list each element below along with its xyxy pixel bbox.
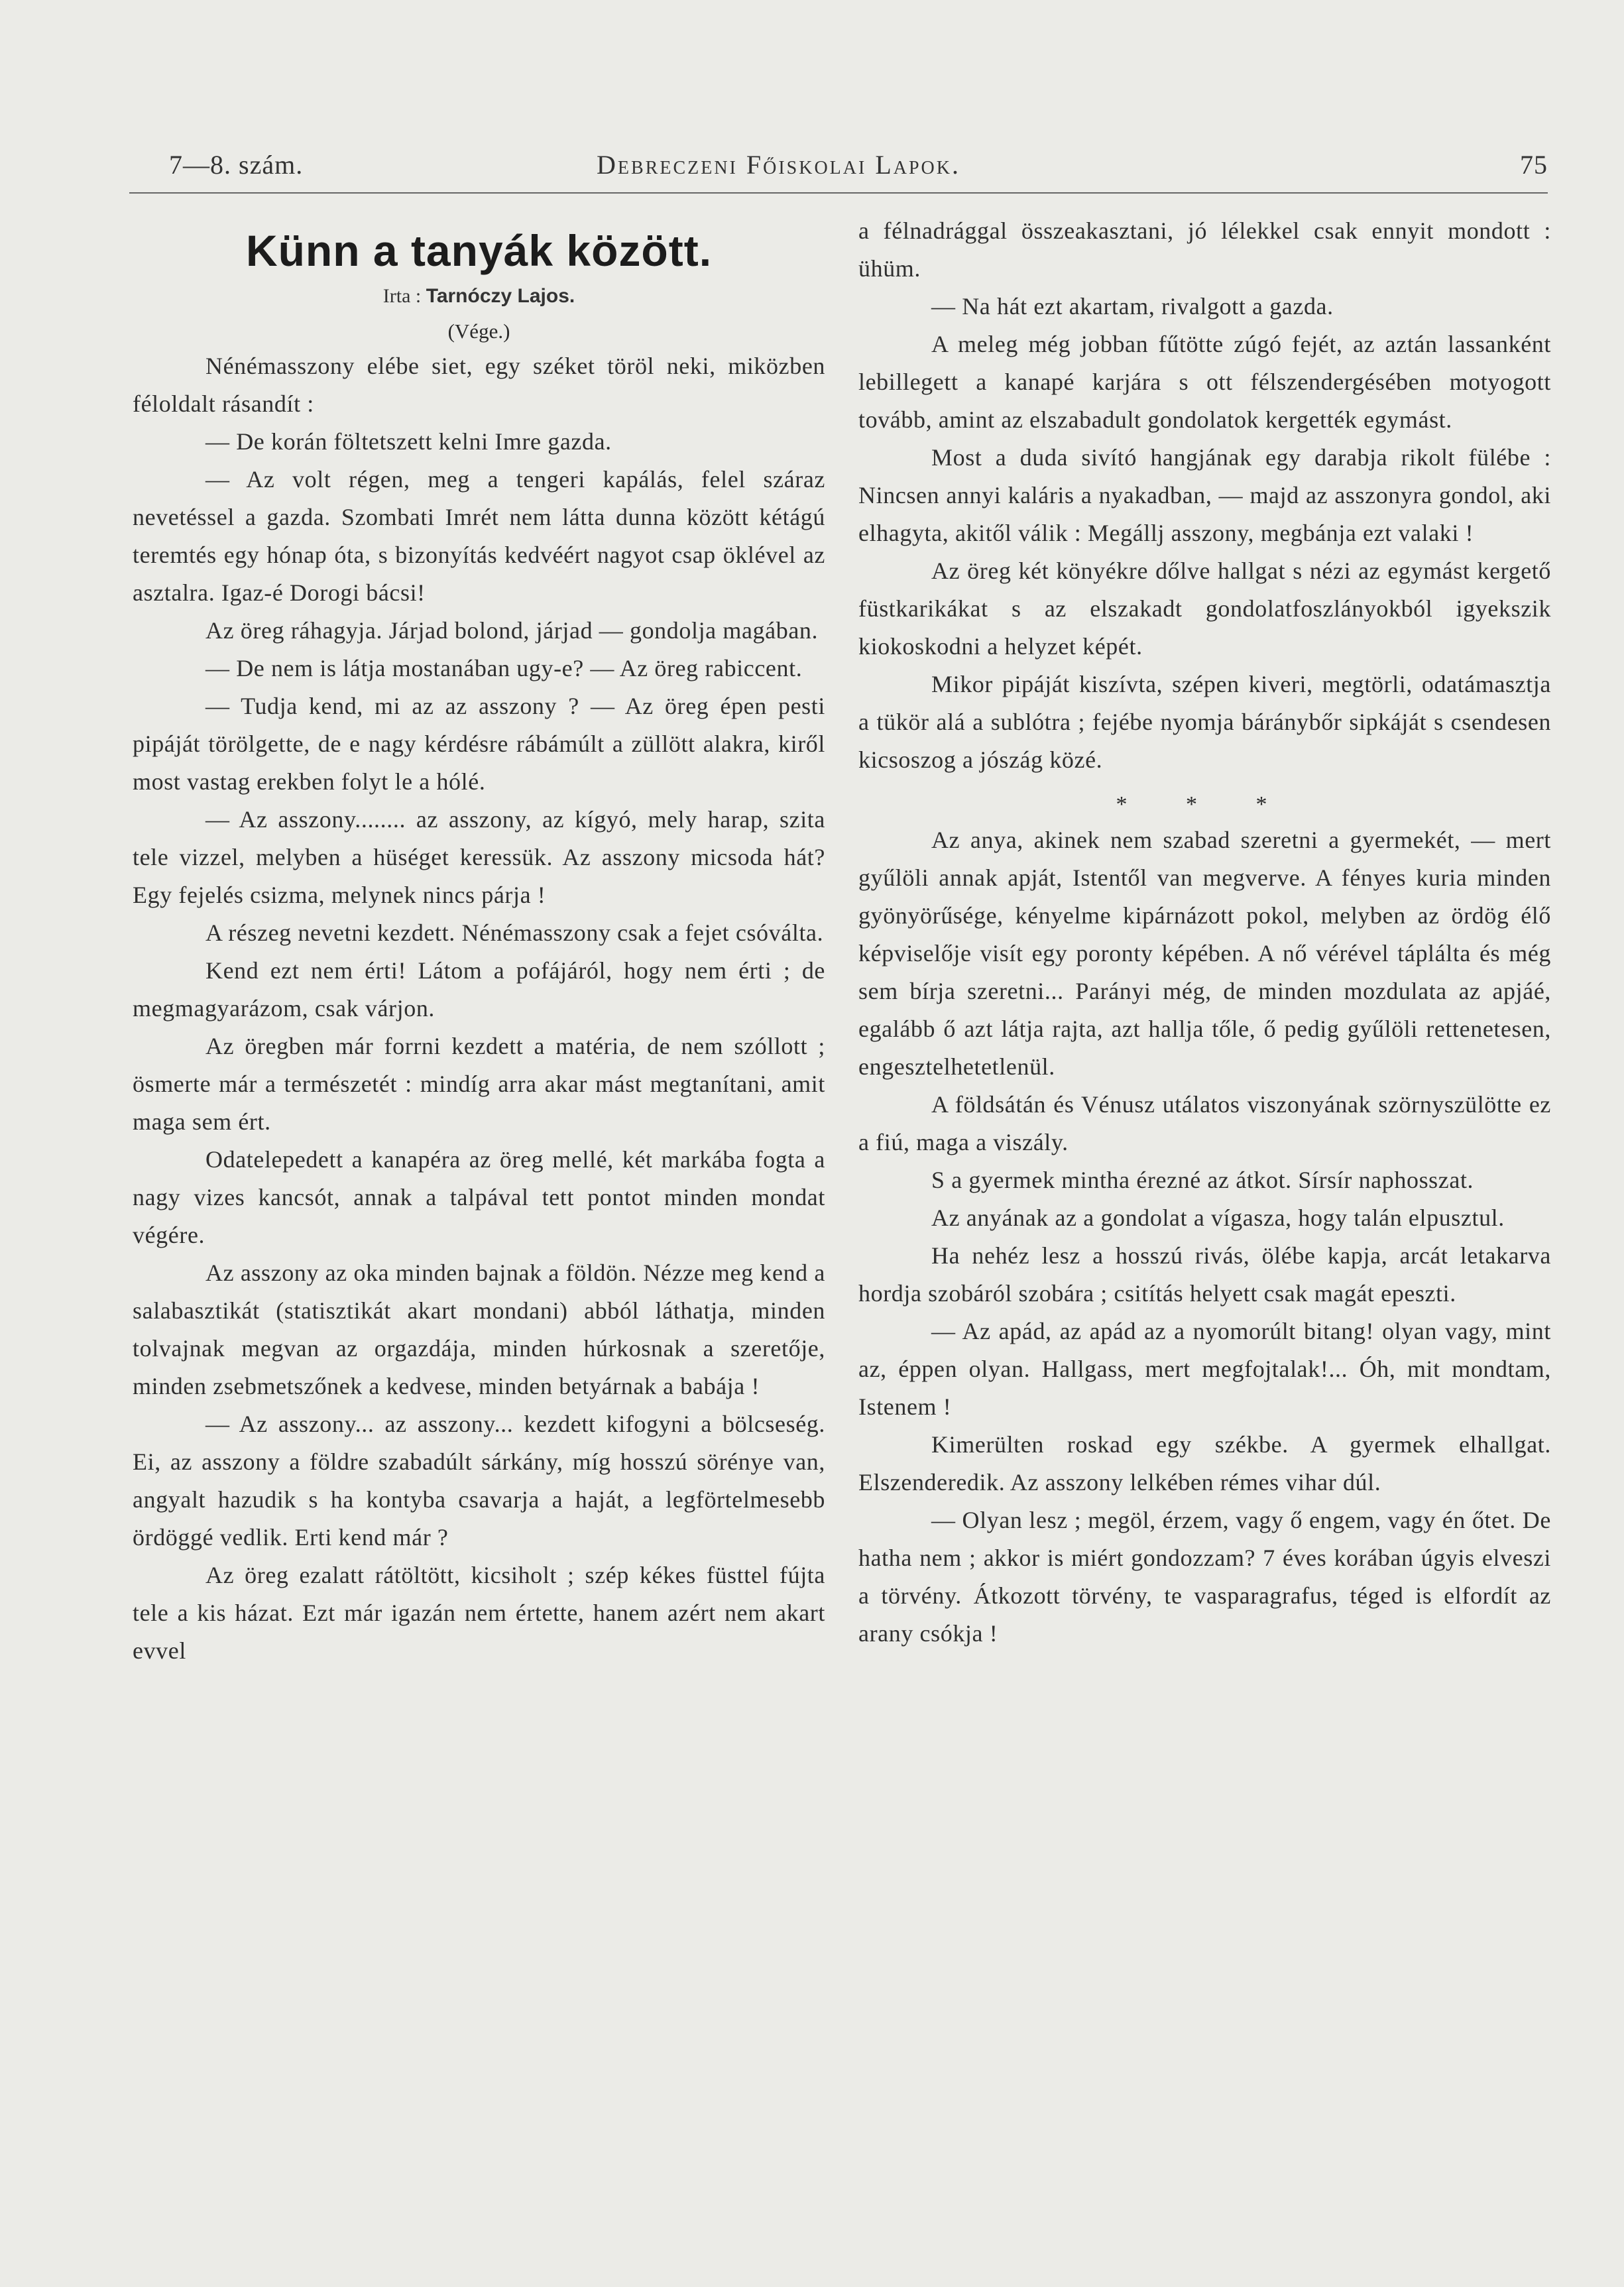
paragraph: A meleg még jobban fűtötte zúgó fejét, az aztán lassanként lebillegett a kanapé karjára s ott félszendergésében motyogott tovább, amint az elszabadult gondolatok kergették egymást. (858, 331, 1551, 433)
paragraph: — Az apád, az apád az a nyomorúlt bitang! olyan vagy, mint az, éppen olyan. Hallgass, mert megfojtalak!... Óh, mit mondtam, Istenem ! (858, 1318, 1551, 1420)
paragraph: A részeg nevetni kezdett. Nénémasszony csak a fejet csóválta. (205, 919, 824, 946)
journal-title: Debreczeni Főiskolai Lapok. (597, 150, 960, 180)
paragraph: S a gyermek mintha érezné az átkot. Sírsír naphosszat. (931, 1167, 1474, 1193)
right-paragraphs-part2 (858, 821, 1551, 1653)
paragraph: — Olyan lesz ; megöl, érzem, vagy ő engem, vagy én őtet. De hatha nem ; akkor is miért gondozzam? 7 éves korában úgyis elveszi a törvény. Átkozott törvény, te vasparagrafus, téged is elfordít az arany csókja ! (858, 1507, 1551, 1647)
paragraph: — Az volt régen, meg a tengeri kapálás, felel száraz nevetéssel a gazda. Szombati Imrét nem látta dunna között kétágú teremtés egy hónap óta, s bizonyítás kedvéért nagyot csap öklével az asztalra. Igaz-é Dorogi bácsi! (133, 466, 825, 606)
paragraph: — Az asszony........ az asszony, az kígyó, mely harap, szita tele vizzel, melyben a hüséget keressük. Az asszony micsoda hát? Egy fejelés csizma, melynek nincs párja ! (133, 806, 825, 908)
article-title: Künn a tanyák között. (245, 226, 713, 275)
paragraph: — Tudja kend, mi az az asszony ? — Az öreg épen pesti pipáját törölgette, de e nagy kérdésre rábámúlt a züllött alakra, kiről most vastag erekben folyt le a hólé. (133, 693, 825, 795)
paragraph: — Az asszony... az asszony... kezdett kifogyni a bölcseség. Ei, az asszony a földre szabadúlt sárkány, míg hosszú sörénye van, angyalt hazudik s ha kontyba csavarja a haját, a legförtelmesebb ördöggé vedlik. Erti kend már ? (133, 1411, 825, 1551)
running-header (129, 149, 1548, 189)
section-separator: * * * (1116, 792, 1294, 817)
paragraph: Az anyának az a gondolat a vígasza, hogy talán elpusztul. (931, 1204, 1505, 1231)
page-number: 75 (1520, 150, 1548, 180)
byline (133, 285, 825, 308)
paragraph: Kimerülten roskad egy székbe. A gyermek elhallgat. Elszenderedik. Az asszony lelkében rémes vihar dúl. (858, 1431, 1551, 1495)
byline-prefix: Irta : (382, 285, 422, 307)
paragraph: Az asszony az oka minden bajnak a földön. Nézze meg kend a salabasztikát (statisztikát akart mondani) abból láthatja, minden tolvajnak megvan az orgazdája, minden húrkosnak a szeretője, minden zsebmetszőnek a kedvese, minden betyárnak a babája ! (133, 1260, 825, 1399)
paragraph: A földsátán és Vénusz utálatos viszonyának szörnyszülötte ez a fiú, maga a viszály. (858, 1091, 1551, 1155)
paragraph: Az öregben már forrni kezdett a matéria, de nem szóllott ; ösmerte már a természetét : mindíg arra akar mást megtanítani, amit maga sem ért. (133, 1033, 825, 1135)
paragraph: Az anya, akinek nem szabad szeretni a gyermekét, — mert gyűlöli annak apját, Istentől van megverve. A fényes kuria minden gyönyörűsége, kényelme kipárnázott pokol, melyben az ördög élő képviselője visít egy poronty képében. A nő vérével táplálta és még sem bírja szeretni... Parányi még, de minden mozdulata az apjáé, egalább ő azt látja rajta, azt hallja tőle, ő pedig gyűlöli rettenetesen, engesztelhetetlenül. (858, 827, 1551, 1080)
continuation-note: (Vége.) (447, 320, 510, 343)
paragraph: Kend ezt nem érti! Látom a pofájáról, hogy nem érti ; de megmagyarázom, csak várjon. (133, 957, 825, 1022)
right-column (858, 212, 1551, 1653)
paragraph: — De korán föltetszett kelni Imre gazda. (205, 428, 612, 455)
paragraph: Mikor pipáját kiszívta, szépen kiveri, megtörli, odatámasztja a tükör alá a sublótra ; fejébe nyomja báránybőr sipkáját s csendesen kicsoszog a jószág közé. (858, 671, 1551, 773)
right-paragraphs-part1 (858, 212, 1551, 779)
paragraph: Odatelepedett a kanapéra az öreg mellé, két markába fogta a nagy vizes kancsót, annak a talpával tett pontot minden mondat végére. (133, 1146, 825, 1248)
paragraph: — De nem is látja mostanában ugy-e? — Az öreg rabiccent. (205, 655, 803, 681)
left-paragraphs (133, 347, 825, 1670)
paragraph: Ha nehéz lesz a hosszú rivás, ölébe kapja, arcát letakarva hordja szobáról szobára ; csitítás helyett csak magát epeszti. (858, 1242, 1551, 1307)
author-name: Tarnóczy Lajos. (426, 285, 575, 307)
paragraph: Most a duda sivító hangjának egy darabja rikolt fülébe : Nincsen annyi kaláris a nyakadban, — majd az asszonyra gondol, aki elhagyta, akitől válik : Megállj asszony, megbánja ezt valaki ! (858, 444, 1551, 546)
paragraph: Az öreg két könyékre dőlve hallgat s nézi az egymást kergető füstkarikákat s az elszakadt gondolatfoszlányokból igyekszik kiokoskodni a helyzet képét. (858, 557, 1551, 660)
left-column (133, 212, 825, 1670)
paragraph: — Na hát ezt akartam, rivalgott a gazda. (931, 293, 1334, 320)
paragraph: Az öreg ráhagyja. Járjad bolond, járjad — gondolja magában. (205, 617, 819, 644)
paragraph: a félnadrággal összeakasztani, jó lélekkel csak ennyit mondott : ühüm. (858, 217, 1551, 282)
issue-number: 7—8. szám. (169, 150, 304, 180)
paragraph: Az öreg ezalatt rátöltött, kicsiholt ; szép kékes füsttel fújta tele a kis házat. Ezt már igazán nem értette, hanem azért nem akart evvel (133, 1562, 825, 1664)
header-rule (129, 192, 1548, 194)
paragraph: Nénémasszony elébe siet, egy széket töröl neki, miközben féloldalt rásandít : (133, 353, 825, 417)
